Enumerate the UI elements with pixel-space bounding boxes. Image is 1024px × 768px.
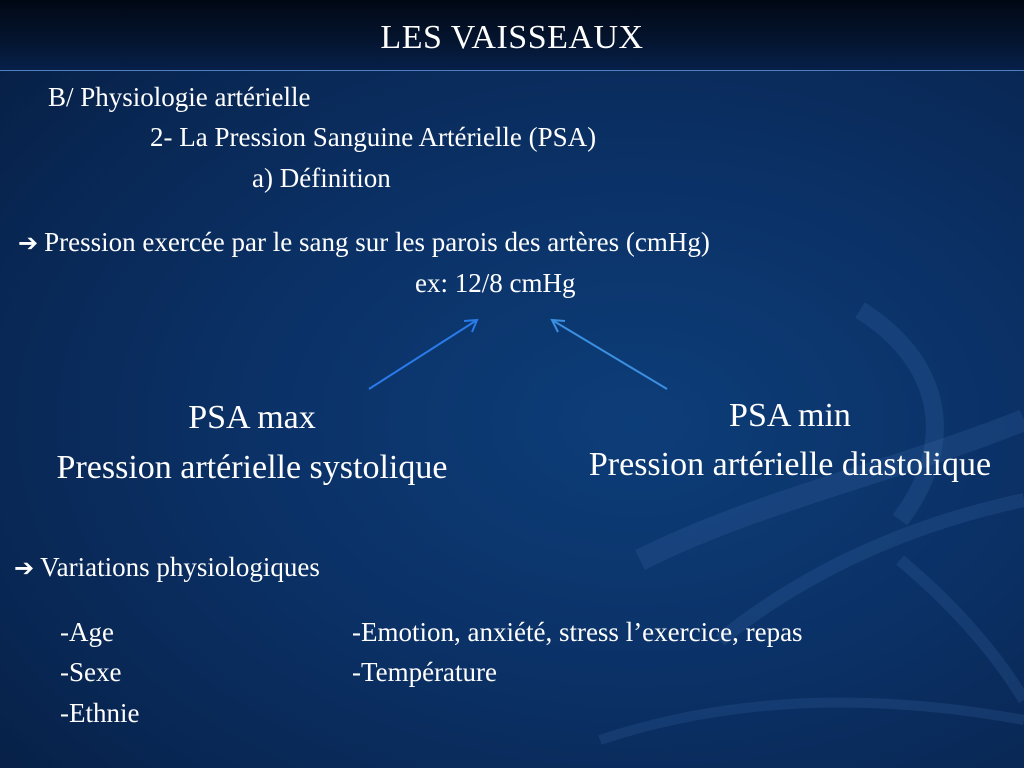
variation-item-age: -Age: [60, 617, 114, 647]
variation-item-temperature: -Température: [352, 657, 498, 687]
item-heading: a) Définition: [252, 163, 391, 193]
psa-min-description: Pression artérielle diastolique: [588, 446, 992, 483]
subsection-heading: 2- La Pression Sanguine Artérielle (PSA): [150, 122, 597, 152]
definition-text: Pression exercée par le sang sur les parois des artères (cmHg): [44, 227, 710, 257]
psa-max-description: Pression artérielle systolique: [56, 449, 448, 486]
slide-title: LES VAISSEAUX: [380, 19, 644, 56]
variation-item-emotion: -Emotion, anxiété, stress l’exercice, repas: [352, 617, 803, 647]
arrow-psa-min-connector: [552, 320, 667, 389]
variations-line: [14, 552, 320, 583]
arrow-psa-max-connector: [369, 320, 477, 389]
right-arrow-icon: ➔: [18, 229, 39, 257]
psa-min-label: PSA min: [729, 397, 851, 434]
variation-item-sexe: -Sexe: [60, 657, 122, 687]
variation-item-ethnie: -Ethnie: [60, 698, 140, 728]
right-arrow-icon: ➔: [14, 554, 35, 582]
psa-max-label: PSA max: [188, 399, 316, 436]
section-heading: B/ Physiologie artérielle: [48, 82, 311, 112]
variations-heading: Variations physiologiques: [40, 552, 320, 582]
definition-example: ex: 12/8 cmHg: [415, 268, 576, 298]
